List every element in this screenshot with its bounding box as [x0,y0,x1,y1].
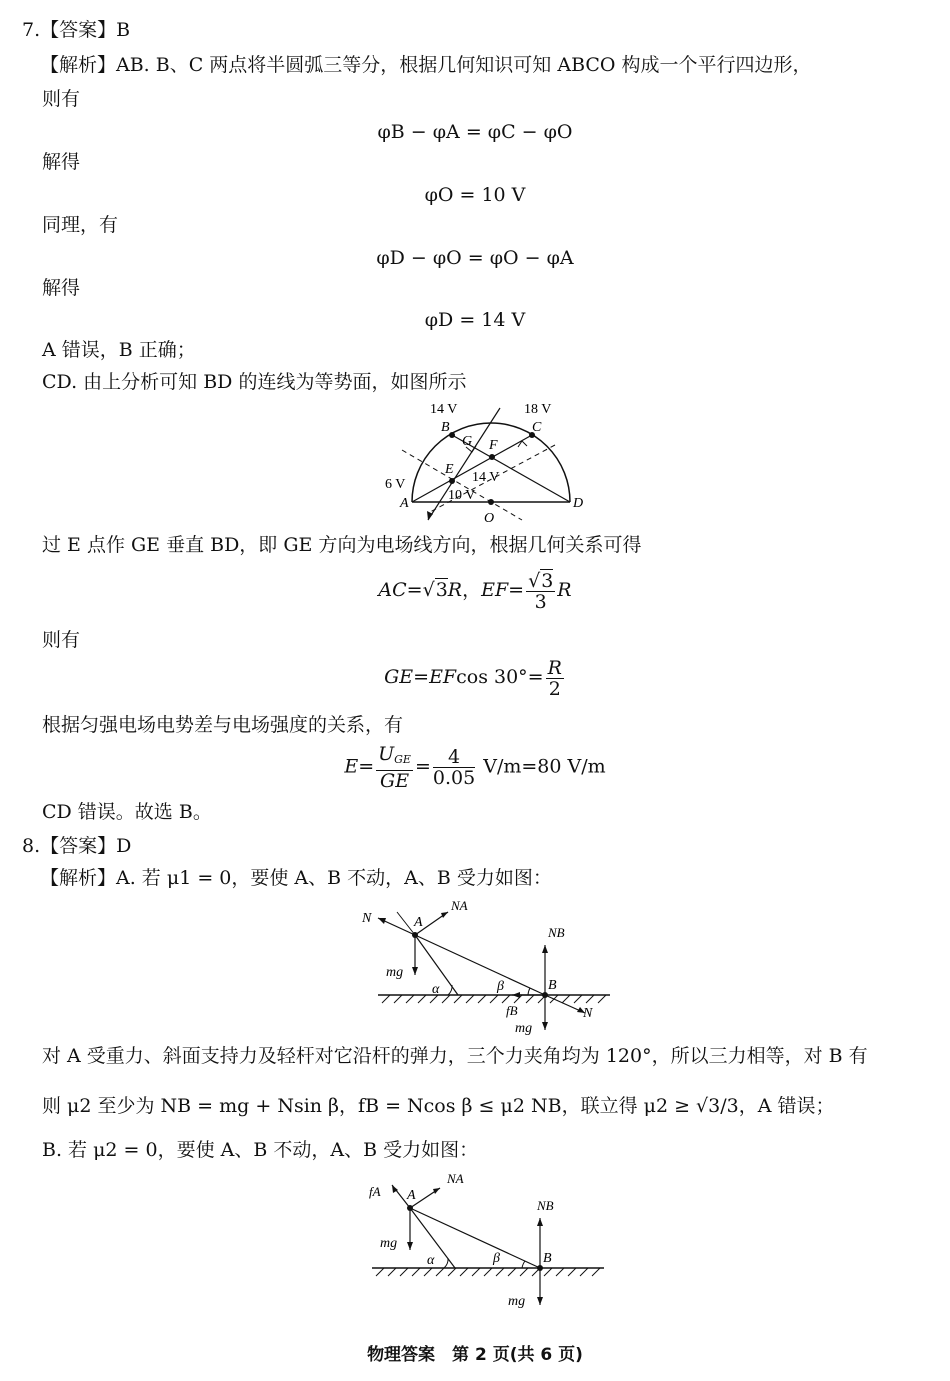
q7-eq6: GE=EFcos 30°= $\frac{R}{2}$ [384,656,562,700]
fig-label-a: A [400,496,409,511]
page-footer: 物理答案 第 2 页(共 6 页) [367,1345,583,1365]
q7-cd-wrong: CD 错误。故选 B。 [42,801,212,823]
q7-conclusion-ab: A 错误，B 正确； [42,339,196,361]
fig2-label-alpha: α [427,1253,435,1268]
q7-relation: 根据匀强电场电势差与电场强度的关系，有 [42,714,404,736]
fig1-label-nb: NB [548,925,565,940]
q8-a-text2: 则 μ2 至少为 NB = mg + Nsin β，fB = Ncos β ≤ μ2 NB，联立得 μ2 ≥ √3/3，A 错误； [42,1095,835,1117]
q8-a-intro: 【解析】A. 若 μ1 = 0，要使 A、B 不动，A、B 受力如图： [40,867,552,889]
fig-label-b: B [441,420,450,435]
fig1-label-b: B [548,978,557,993]
fig-label-e: E [445,462,454,477]
force-diagram-2 [355,1160,615,1310]
fig-label-c-volt: 18 V [524,402,552,417]
fig2-label-b: B [543,1251,552,1266]
fig1-label-mg2: mg [515,1021,533,1036]
force-diagram-1 [355,890,615,1040]
q7-then-have2: 则有 [42,629,81,651]
q7-eq3: φD − φO = φO − φA [376,247,574,269]
q7-eq7: E= $\frac{U_{GE}}{GE}$ = $\frac{4}{0.05}$ V/m=80 V/m [344,743,606,792]
q8-a-text1: 对 A 受重力、斜面支持力及轻杆对它沿杆的弹力，三个力夹角均为 120°，所以三力相等，对 B 有 [42,1045,868,1067]
q7-solve2: 解得 [42,277,81,299]
fig-label-f-volt: 14 V [472,470,500,485]
semicircle-diagram [375,395,590,530]
q7-similarly: 同理，有 [42,214,119,236]
fig-label-o: O [484,511,495,526]
fig2-label-na: NA [447,1171,464,1186]
q7-eq5: AC=√3R，EF= $\frac{√3}{3}$ R [378,569,572,613]
fig2-label-nb: NB [537,1198,554,1213]
fig2-label-a: A [407,1188,416,1203]
q8-heading: 8.【答案】D [22,835,132,857]
fig1-label-mg: mg [386,965,404,980]
fig2-label-mg2: mg [508,1294,526,1309]
fig1-label-a: A [414,915,423,930]
fig1-label-n2: N [583,1006,593,1021]
fig-label-g: G [462,434,473,449]
fig-label-c: C [532,420,542,435]
fig-label-b-volt: 14 V [430,402,458,417]
fig2-label-mg: mg [380,1236,398,1251]
fig-label-o-volt: 10 V [448,488,476,503]
fig2-label-fa: fA [369,1184,381,1199]
q7-perp-text: 过 E 点作 GE 垂直 BD，即 GE 方向为电场线方向，根据几何关系可得 [42,534,642,556]
q7-solve1: 解得 [42,151,81,173]
fig-label-a-volt: 6 V [385,477,406,492]
fig1-label-beta: β [497,979,504,994]
q7-eq1: φB − φA = φC − φO [377,121,573,143]
fig-label-d: D [573,496,584,511]
q8-b-intro: B. 若 μ2 = 0，要使 A、B 不动，A、B 受力如图： [42,1139,479,1161]
q7-cd-intro: CD. 由上分析可知 BD 的连线为等势面，如图所示 [42,371,467,393]
fig-label-f: F [489,438,498,453]
fig2-label-beta: β [493,1251,500,1266]
q7-then-have: 则有 [42,88,81,110]
q7-eq2: φO = 10 V [424,184,526,206]
q7-eq4: φD = 14 V [424,309,526,331]
q7-analysis-intro: 【解析】AB. B、C 两点将半圆弧三等分，根据几何知识可知 ABCO 构成一个平行四边形， [40,54,812,76]
fig1-label-na: NA [451,898,468,913]
fig1-label-fb: fB [506,1003,518,1018]
fig1-label-n: N [362,911,372,926]
fig1-label-alpha: α [432,982,440,997]
q7-heading: 7.【答案】B [22,19,131,41]
